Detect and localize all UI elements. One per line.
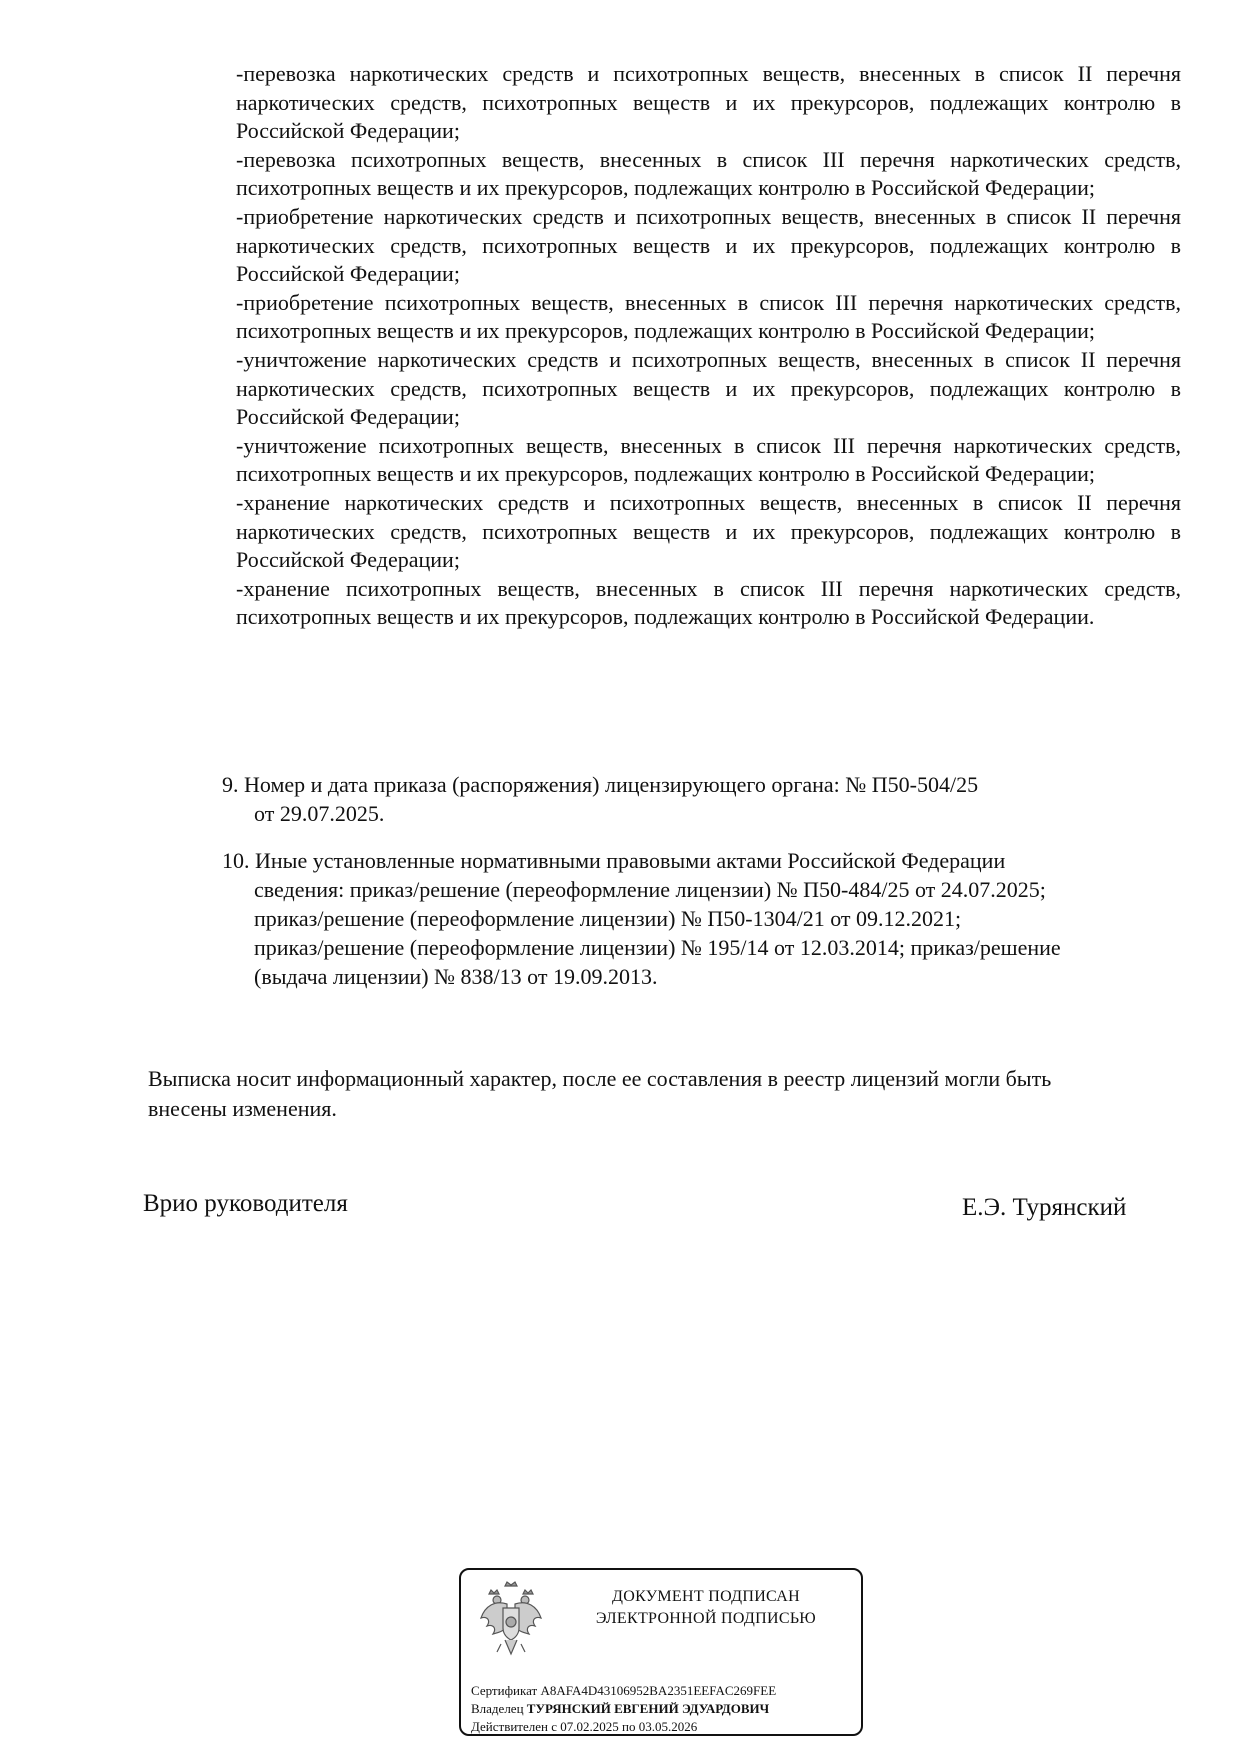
- disclaimer-line: внесены изменения.: [148, 1096, 337, 1121]
- activity-item: -уничтожение наркотических средств и психотропных веществ, внесенных в список II перечня наркотических средств, психотропных веществ и их прекурсоров, подлежащих контролю в Российской Федерации;: [236, 346, 1181, 430]
- order-number-section: [222, 770, 1122, 828]
- other-info-section: [222, 846, 1182, 991]
- disclaimer-note: [148, 1064, 1188, 1124]
- owner-label: Владелец: [471, 1701, 524, 1716]
- signatory-name: Е.Э. Турянский: [962, 1194, 1127, 1221]
- other-info-line: 10. Иные установленные нормативными правовыми актами Российской Федерации: [222, 848, 1006, 873]
- other-info-line: сведения: приказ/решение (переоформление лицензии) № П50-484/25 от 24.07.2025;: [254, 877, 1046, 902]
- licensed-activities-list: [236, 60, 1181, 632]
- activity-item: -перевозка наркотических средств и психотропных веществ, внесенных в список II перечня наркотических средств, психотропных веществ и их прекурсоров, подлежащих контролю в Российской Федерации;: [236, 61, 1181, 144]
- signatory-role: Врио руководителя: [143, 1190, 348, 1217]
- stamp-title-line: ЭЛЕКТРОННОЙ ПОДПИСЬЮ: [595, 1610, 817, 1627]
- order-number-line: 9. Номер и дата приказа (распоряжения) лицензирующего органа: № П50-504/25: [222, 772, 979, 797]
- activity-item: -хранение наркотических средств и психотропных веществ, внесенных в список II перечня наркотических средств, психотропных веществ и их прекурсоров, подлежащих контролю в Российской Федерации;: [236, 489, 1181, 573]
- certificate-label: Сертификат: [471, 1683, 538, 1698]
- stamp-title: [561, 1586, 851, 1630]
- certificate-details: [471, 1682, 776, 1736]
- stamp-title-line: ДОКУМЕНТ ПОДПИСАН: [612, 1588, 800, 1605]
- activity-item: -приобретение психотропных веществ, внесенных в список III перечня наркотических средств, психотропных веществ и их прекурсоров, подлежащих контролю в Российской Федерации;: [236, 289, 1181, 344]
- order-date-line: от 29.07.2025.: [254, 801, 385, 826]
- owner-line: [471, 1700, 776, 1718]
- electronic-signature-stamp: [459, 1568, 863, 1736]
- activity-item: -перевозка психотропных веществ, внесенных в список III перечня наркотических средств, психотропных веществ и их прекурсоров, подлежащих контролю в Российской Федерации;: [236, 146, 1181, 201]
- certificate-value: A8AFA4D43106952BA2351EEFAC269FEE: [540, 1683, 777, 1698]
- activity-item: -хранение психотропных веществ, внесенных в список III перечня наркотических средств, психотропных веществ и их прекурсоров, подлежащих контролю в Российской Федерации.: [236, 575, 1181, 630]
- activity-item: -приобретение наркотических средств и психотропных веществ, внесенных в список II перечня наркотических средств, психотропных веществ и их прекурсоров, подлежащих контролю в Российской Федерации;: [236, 203, 1181, 287]
- owner-value: ТУРЯНСКИЙ ЕВГЕНИЙ ЭДУАРДОВИЧ: [526, 1701, 770, 1716]
- activity-item: -уничтожение психотропных веществ, внесенных в список III перечня наркотических средств, психотропных веществ и их прекурсоров, подлежащих контролю в Российской Федерации;: [236, 432, 1181, 487]
- other-info-line: приказ/решение (переоформление лицензии) № 195/14 от 12.03.2014; приказ/решение: [254, 935, 1061, 960]
- other-info-line: (выдача лицензии) № 838/13 от 19.09.2013.: [254, 964, 658, 989]
- coat-of-arms-icon: [477, 1580, 545, 1662]
- other-info-line: приказ/решение (переоформление лицензии) № П50-1304/21 от 09.12.2021;: [254, 906, 962, 931]
- disclaimer-line: Выписка носит информационный характер, после ее составления в реестр лицензий могли быть: [148, 1066, 1052, 1091]
- validity-line: Действителен с 07.02.2025 по 03.05.2026: [471, 1719, 698, 1734]
- certificate-line: [471, 1682, 776, 1700]
